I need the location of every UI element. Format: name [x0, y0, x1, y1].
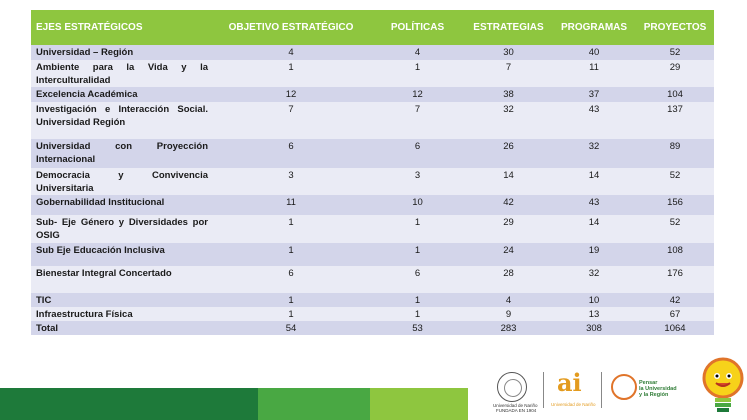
- ai-caption: Universidad de Nariño: [551, 402, 596, 407]
- value-cell: 12: [212, 87, 370, 102]
- value-cell: 42: [465, 195, 552, 215]
- value-cell: 14: [465, 168, 552, 195]
- header-objetivo: OBJETIVO ESTRATÉGICO: [212, 10, 370, 45]
- table-row: [31, 215, 714, 243]
- table-row: [31, 266, 714, 293]
- udenar-founded: FUNDADA EN 1904: [496, 408, 537, 413]
- axis-name-cell: TIC: [31, 293, 212, 307]
- value-cell: 32: [552, 139, 636, 168]
- value-cell: 1: [370, 307, 465, 321]
- institutional-logos: [493, 368, 683, 416]
- table-row: [31, 45, 714, 60]
- value-cell: 24: [465, 243, 552, 266]
- value-cell: 67: [636, 307, 714, 321]
- value-cell: 3: [370, 168, 465, 195]
- header-ejes: EJES ESTRATÉGICOS: [31, 10, 212, 45]
- header-proyectos: PROYECTOS: [636, 10, 714, 45]
- value-cell: 1: [212, 243, 370, 266]
- value-cell: 30: [465, 45, 552, 60]
- udenar-caption: Universidad de Nariño: [493, 403, 538, 408]
- value-cell: 156: [636, 195, 714, 215]
- table-row: [31, 139, 714, 168]
- axis-name-cell: Excelencia Académica: [31, 87, 212, 102]
- value-cell: 19: [552, 243, 636, 266]
- value-cell: 6: [370, 266, 465, 293]
- table-row: [31, 87, 714, 102]
- value-cell: 1: [212, 215, 370, 243]
- total-value-cell: 308: [552, 321, 636, 335]
- axis-name-cell: Sub Eje Educación Inclusiva: [31, 243, 212, 266]
- footer-bar-mid: [258, 388, 370, 420]
- axis-name-cell: Ambiente para la Vida y la Interculturalidad: [31, 60, 212, 87]
- value-cell: 89: [636, 139, 714, 168]
- axis-name-cell: Investigación e Interacción Social. Universidad Región: [31, 102, 212, 139]
- value-cell: 1: [370, 293, 465, 307]
- value-cell: 43: [552, 195, 636, 215]
- pensar-line-1: Pensar: [639, 380, 658, 386]
- value-cell: 38: [465, 87, 552, 102]
- value-cell: 1: [212, 293, 370, 307]
- total-value-cell: 283: [465, 321, 552, 335]
- value-cell: 7: [465, 60, 552, 87]
- table-row: [31, 60, 714, 87]
- value-cell: 52: [636, 45, 714, 60]
- value-cell: 6: [370, 139, 465, 168]
- pensar-line-2: la Universidad: [639, 386, 677, 392]
- value-cell: 9: [465, 307, 552, 321]
- value-cell: 52: [636, 215, 714, 243]
- udenar-seal-icon: [497, 372, 527, 402]
- axis-name-cell: Infraestructura Física: [31, 307, 212, 321]
- value-cell: 3: [212, 168, 370, 195]
- total-label-cell: Total: [31, 321, 212, 335]
- logo-divider: [543, 372, 544, 408]
- table-total-row: [31, 321, 714, 335]
- value-cell: 7: [370, 102, 465, 139]
- pensar-line-3: y la Región: [639, 392, 669, 398]
- logo-divider: [601, 372, 602, 408]
- value-cell: 104: [636, 87, 714, 102]
- axis-name-cell: Democracia y Convivencia Universitaria: [31, 168, 212, 195]
- value-cell: 42: [636, 293, 714, 307]
- pensar-logo-text: [639, 380, 677, 398]
- value-cell: 26: [465, 139, 552, 168]
- header-politicas: POLÍTICAS: [370, 10, 465, 45]
- table-row: [31, 168, 714, 195]
- table-row: [31, 102, 714, 139]
- value-cell: 32: [552, 266, 636, 293]
- value-cell: 108: [636, 243, 714, 266]
- value-cell: 13: [552, 307, 636, 321]
- value-cell: 29: [465, 215, 552, 243]
- table-header-row: [31, 10, 714, 45]
- axis-name-cell: Universidad – Región: [31, 45, 212, 60]
- axis-name-cell: Sub- Eje Género y Diversidades por OSIG: [31, 215, 212, 243]
- value-cell: 29: [636, 60, 714, 87]
- value-cell: 40: [552, 45, 636, 60]
- axis-name-cell: Gobernabilidad Institucional: [31, 195, 212, 215]
- value-cell: 10: [552, 293, 636, 307]
- total-value-cell: 1064: [636, 321, 714, 335]
- value-cell: 52: [636, 168, 714, 195]
- pensar-mark-icon: [611, 374, 637, 400]
- value-cell: 1: [370, 243, 465, 266]
- axis-name-cell: Universidad con Proyección Internacional: [31, 139, 212, 168]
- ai-logo: ai: [557, 368, 582, 397]
- value-cell: 7: [212, 102, 370, 139]
- strategic-axes-table: [31, 10, 714, 335]
- lightbulb-icon: [700, 352, 746, 420]
- value-cell: 6: [212, 139, 370, 168]
- total-value-cell: 53: [370, 321, 465, 335]
- value-cell: 11: [212, 195, 370, 215]
- footer-bar-light: [370, 388, 468, 420]
- value-cell: 4: [212, 45, 370, 60]
- value-cell: 1: [212, 60, 370, 87]
- total-value-cell: 54: [212, 321, 370, 335]
- value-cell: 176: [636, 266, 714, 293]
- table-row: [31, 293, 714, 307]
- value-cell: 1: [370, 215, 465, 243]
- value-cell: 37: [552, 87, 636, 102]
- axis-name-cell: Bienestar Integral Concertado: [31, 266, 212, 293]
- value-cell: 137: [636, 102, 714, 139]
- value-cell: 12: [370, 87, 465, 102]
- value-cell: 14: [552, 168, 636, 195]
- value-cell: 28: [465, 266, 552, 293]
- value-cell: 32: [465, 102, 552, 139]
- header-estrategias: ESTRATEGIAS: [465, 10, 552, 45]
- value-cell: 10: [370, 195, 465, 215]
- table-row: [31, 195, 714, 215]
- table-row: [31, 243, 714, 266]
- footer-bar-dark: [0, 388, 258, 420]
- value-cell: 43: [552, 102, 636, 139]
- value-cell: 6: [212, 266, 370, 293]
- value-cell: 11: [552, 60, 636, 87]
- value-cell: 1: [370, 60, 465, 87]
- value-cell: 14: [552, 215, 636, 243]
- value-cell: 1: [212, 307, 370, 321]
- value-cell: 4: [370, 45, 465, 60]
- table-row: [31, 307, 714, 321]
- value-cell: 4: [465, 293, 552, 307]
- header-programas: PROGRAMAS: [552, 10, 636, 45]
